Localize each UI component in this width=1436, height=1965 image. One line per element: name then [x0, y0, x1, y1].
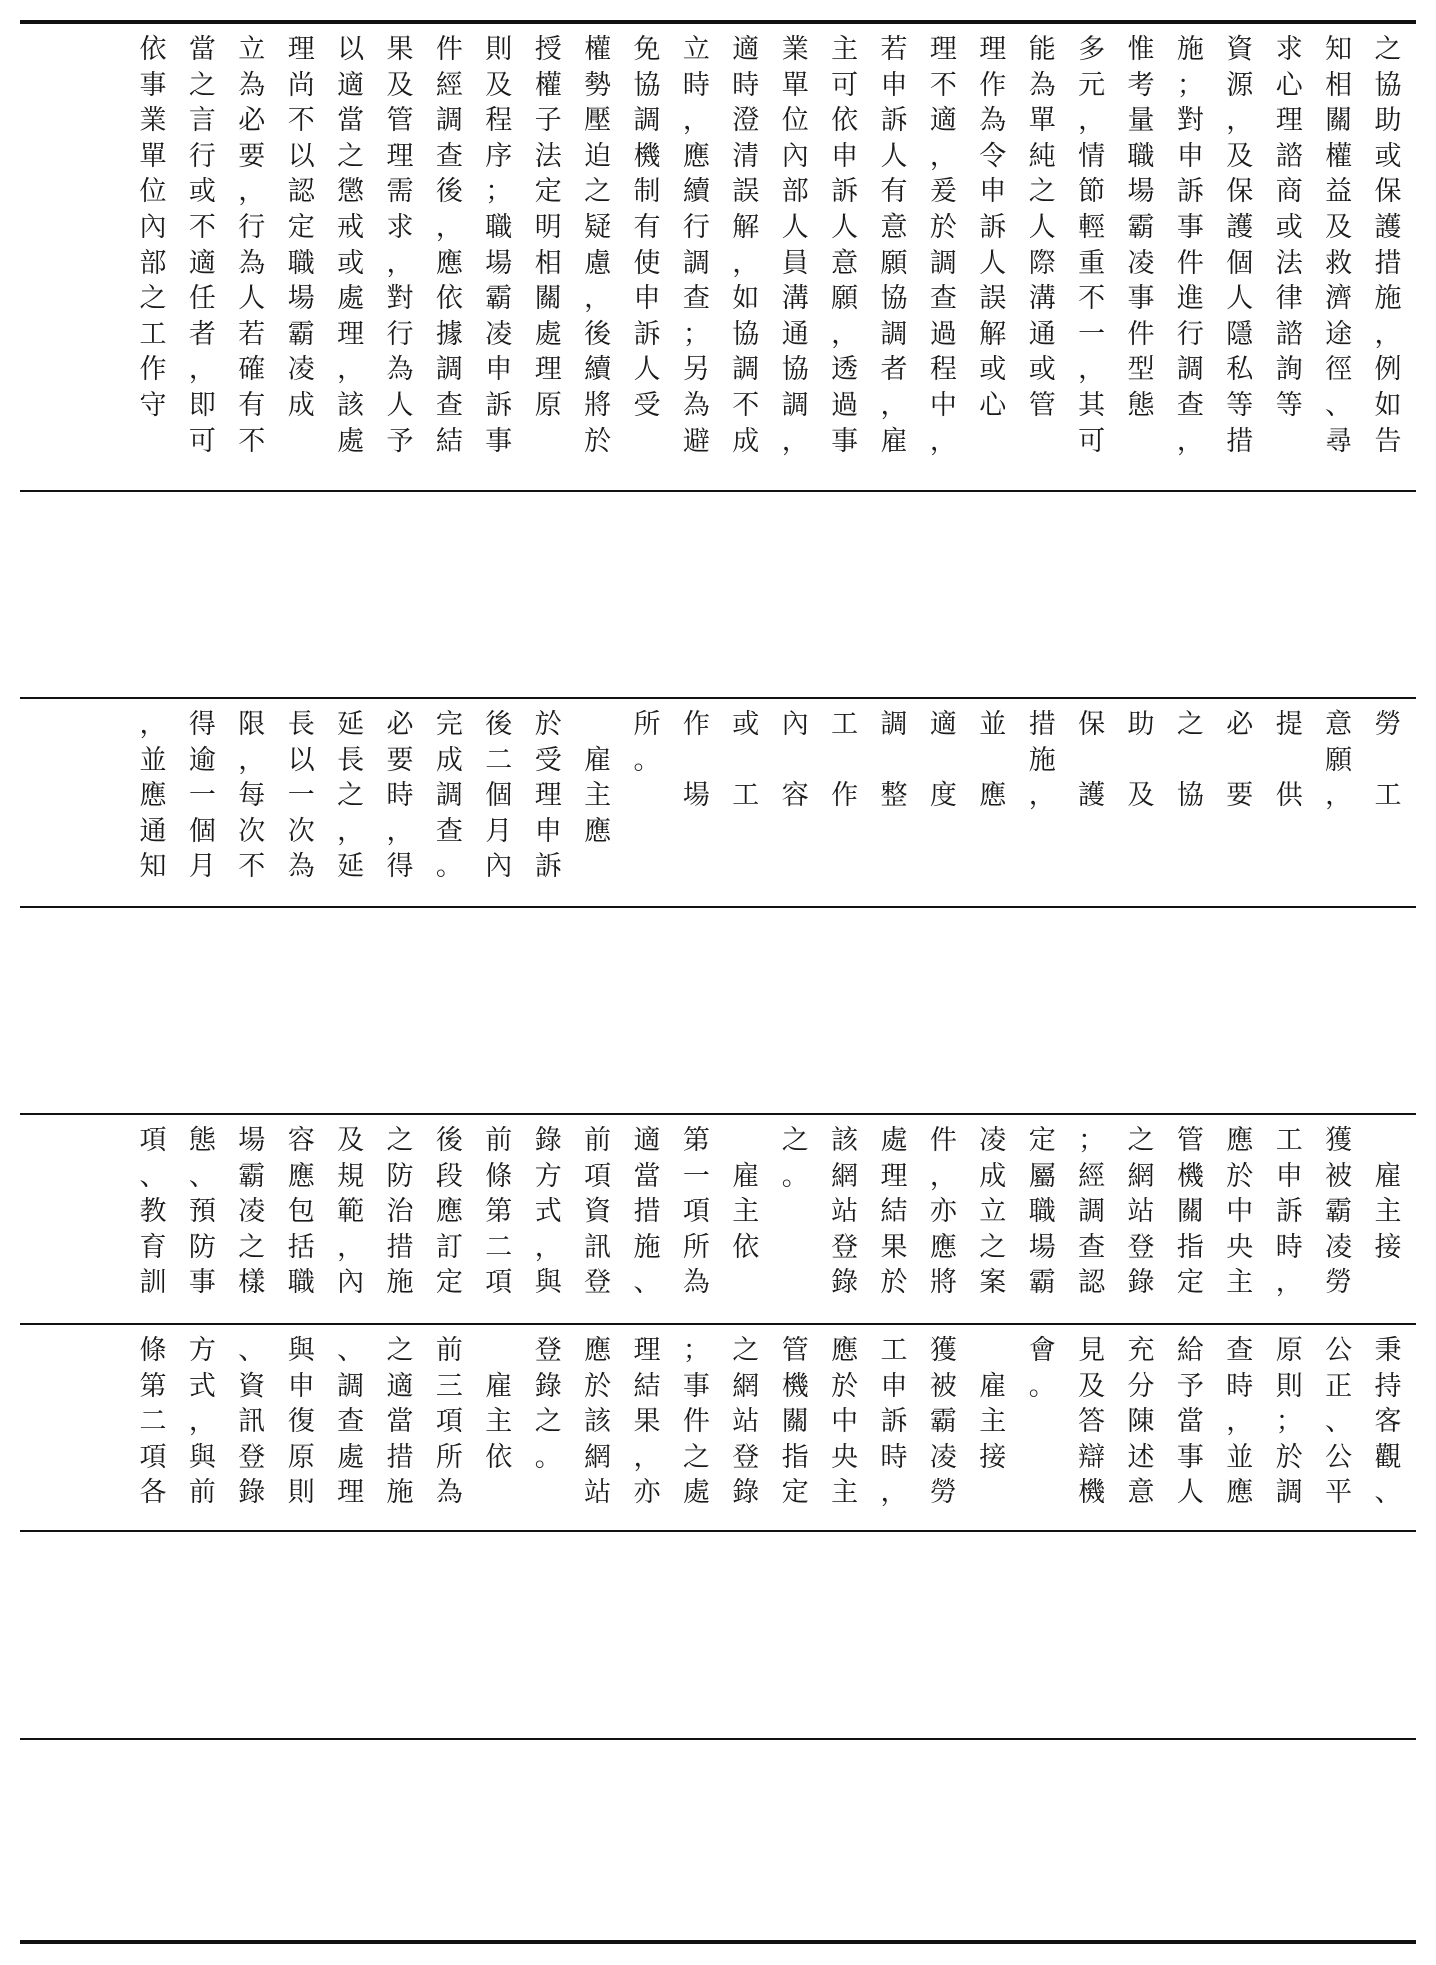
- text-column: 勞 工: [1374, 709, 1402, 812]
- section-1: [20, 24, 1416, 490]
- text-column: 理 不 適 ， 爰 於 調 查 過 程 中 ，: [929, 34, 957, 457]
- text-column: 項 、 教 育 訓: [139, 1125, 167, 1299]
- text-column: 方 式 ， 與 前: [188, 1335, 216, 1509]
- text-column: 雇 主 應: [584, 744, 612, 847]
- text-column: 獲 被 霸 凌 勞: [929, 1335, 957, 1509]
- text-column: 會 。: [1028, 1335, 1056, 1402]
- text-column: 工 作: [831, 709, 859, 812]
- text-column: 雇 主 接: [979, 1370, 1007, 1473]
- text-column: 施 ； 對 申 訴 事 件 進 行 調 查 ，: [1176, 34, 1204, 457]
- text-column: 或 工: [732, 709, 760, 812]
- text-column: 必 要 時 ， 得: [386, 709, 414, 883]
- text-column: 理 作 為 令 申 訴 人 誤 解 或 心: [979, 34, 1007, 421]
- text-column: 長 以 一 次 為: [287, 709, 315, 883]
- text-column: 理 結 果 ， 亦: [633, 1335, 661, 1509]
- text-column: 原 則 ； 於 調: [1275, 1335, 1303, 1509]
- text-column: 限 ， 每 次 不: [238, 709, 266, 883]
- rule-3: [20, 697, 1416, 699]
- text-column: 適 度: [929, 709, 957, 812]
- text-column: 秉 持 客 觀 、: [1374, 1335, 1402, 1509]
- rule-2: [20, 490, 1416, 492]
- text-column: 主 可 依 申 訴 人 意 願 ， 透 過 事: [831, 34, 859, 457]
- text-column: 則 及 程 序 ； 職 場 霸 凌 申 訴 事: [485, 34, 513, 457]
- text-column: 能 為 單 純 之 人 際 溝 通 或 管: [1028, 34, 1056, 421]
- text-column: 工 申 訴 時 ，: [880, 1335, 908, 1509]
- text-column: 之 適 當 措 施: [386, 1335, 414, 1509]
- text-column: 理 尚 不 以 認 定 職 場 霸 凌 成: [287, 34, 315, 421]
- text-column: 後 段 應 訂 定: [435, 1125, 463, 1299]
- text-column: 得 逾 一 個 月: [188, 709, 216, 883]
- text-column: 於 受 理 申 訴: [534, 709, 562, 883]
- text-column: ； 經 調 查 認: [1078, 1125, 1106, 1299]
- text-column: 助 及: [1127, 709, 1155, 812]
- text-column: 件 ， 亦 應 將: [929, 1125, 957, 1299]
- text-column: 後 二 個 月 內: [485, 709, 513, 883]
- text-column: 必 要: [1226, 709, 1254, 812]
- text-column: 應 於 中 央 主: [1226, 1125, 1254, 1299]
- text-column: 作 場: [682, 709, 710, 812]
- text-column: 業 單 位 內 部 人 員 溝 通 協 調 ，: [781, 34, 809, 457]
- text-column: 應 於 中 央 主: [831, 1335, 859, 1509]
- text-column: 處 理 結 果 於: [880, 1125, 908, 1299]
- text-column: 及 規 範 ， 內: [337, 1125, 365, 1299]
- text-column: 調 整: [880, 709, 908, 812]
- text-column: 雇 主 依: [732, 1160, 760, 1263]
- section-4: [20, 1325, 1416, 1530]
- text-column: 之 協 助 或 保 護 措 施 ， 例 如 告: [1374, 34, 1402, 457]
- text-column: 當 之 言 行 或 不 適 任 者 ， 即 可: [188, 34, 216, 457]
- text-column: 授 權 子 法 定 明 相 關 處 理 原: [534, 34, 562, 421]
- text-column: ， 並 應 通 知: [139, 709, 167, 883]
- text-column: 之 防 治 措 施: [386, 1125, 414, 1299]
- text-column: 該 網 站 登 錄: [831, 1125, 859, 1299]
- text-column: 資 源 ， 及 保 護 個 人 隱 私 等 措: [1226, 34, 1254, 457]
- text-column: 定 屬 職 場 霸: [1028, 1125, 1056, 1299]
- text-column: 適 當 措 施 、: [633, 1125, 661, 1299]
- text-column: 之 。: [781, 1125, 809, 1192]
- text-column: 公 正 、 公 平: [1325, 1335, 1353, 1509]
- text-column: 工 申 訴 時 ，: [1275, 1125, 1303, 1299]
- text-column: 應 於 該 網 站: [584, 1335, 612, 1509]
- text-column: 意 願 ，: [1325, 709, 1353, 812]
- text-column: 依 事 業 單 位 內 部 之 工 作 守: [139, 34, 167, 421]
- bottom-rule: [20, 1940, 1416, 1944]
- text-column: 之 網 站 登 錄: [732, 1335, 760, 1509]
- text-column: 雇 主 依: [485, 1370, 513, 1473]
- text-column: 第 一 項 所 為: [682, 1125, 710, 1299]
- text-column: 條 第 二 項 各: [139, 1335, 167, 1509]
- text-column: 管 機 關 指 定: [781, 1335, 809, 1509]
- rule-8: [20, 1738, 1416, 1740]
- text-column: 完 成 調 查 。: [435, 709, 463, 883]
- text-column: 錄 方 式 ， 與: [534, 1125, 562, 1299]
- text-column: 雇 主 接: [1374, 1160, 1402, 1263]
- text-column: 見 及 答 辯 機: [1078, 1335, 1106, 1509]
- text-column: ； 事 件 之 處: [682, 1335, 710, 1509]
- text-column: 容 應 包 括 職: [287, 1125, 315, 1299]
- text-column: 多 元 ， 情 節 輕 重 不 一 ， 其 可: [1078, 34, 1106, 457]
- text-column: 所 。: [633, 709, 661, 776]
- text-column: 、 調 查 處 理: [337, 1335, 365, 1509]
- text-column: 前 項 資 訊 登: [584, 1125, 612, 1299]
- text-column: 延 長 之 ， 延: [337, 709, 365, 883]
- text-column: 、 資 訊 登 錄: [238, 1335, 266, 1509]
- text-column: 管 機 關 指 定: [1176, 1125, 1204, 1299]
- rule-5: [20, 1113, 1416, 1115]
- text-column: 態 、 預 防 事: [188, 1125, 216, 1299]
- text-column: 之 協: [1176, 709, 1204, 812]
- text-column: 權 勢 壓 迫 之 疑 慮 ， 後 續 將 於: [584, 34, 612, 457]
- text-column: 內 容: [781, 709, 809, 812]
- text-column: 前 條 第 二 項: [485, 1125, 513, 1299]
- text-column: 充 分 陳 述 意: [1127, 1335, 1155, 1509]
- text-column: 之 網 站 登 錄: [1127, 1125, 1155, 1299]
- text-column: 登 錄 之 。: [534, 1335, 562, 1473]
- rule-4: [20, 906, 1416, 908]
- text-column: 措 施 ，: [1028, 709, 1056, 812]
- text-column: 以 適 當 之 懲 戒 或 處 理 ， 該 處: [337, 34, 365, 457]
- text-column: 立 為 必 要 ， 行 為 人 若 確 有 不: [238, 34, 266, 457]
- text-column: 知 相 關 權 益 及 救 濟 途 徑 、 尋: [1325, 34, 1353, 457]
- text-column: 若 申 訴 人 有 意 願 協 調 者 ， 雇: [880, 34, 908, 457]
- rule-7: [20, 1530, 1416, 1532]
- text-column: 與 申 復 原 則: [287, 1335, 315, 1509]
- text-column: 給 予 當 事 人: [1176, 1335, 1204, 1509]
- section-2: [20, 699, 1416, 906]
- text-column: 果 及 管 理 需 求 ， 對 行 為 人 予: [386, 34, 414, 457]
- text-column: 惟 考 量 職 場 霸 凌 事 件 型 態: [1127, 34, 1155, 421]
- text-column: 查 時 ， 並 應: [1226, 1335, 1254, 1509]
- text-column: 保 護: [1078, 709, 1106, 812]
- section-3: [20, 1115, 1416, 1323]
- text-column: 獲 被 霸 凌 勞: [1325, 1125, 1353, 1299]
- text-column: 場 霸 凌 之 樣: [238, 1125, 266, 1299]
- text-column: 前 三 項 所 為: [435, 1335, 463, 1509]
- text-column: 提 供: [1275, 709, 1303, 812]
- text-column: 免 協 調 機 制 有 使 申 訴 人 受: [633, 34, 661, 421]
- text-column: 適 時 澄 清 誤 解 ， 如 協 調 不 成: [732, 34, 760, 457]
- text-column: 立 時 ， 應 續 行 調 查 ； 另 為 避: [682, 34, 710, 457]
- text-column: 件 經 調 查 後 ， 應 依 據 調 查 結: [435, 34, 463, 457]
- text-column: 並 應: [979, 709, 1007, 812]
- text-column: 求 心 理 諮 商 或 法 律 諮 詢 等: [1275, 34, 1303, 421]
- text-column: 凌 成 立 之 案: [979, 1125, 1007, 1299]
